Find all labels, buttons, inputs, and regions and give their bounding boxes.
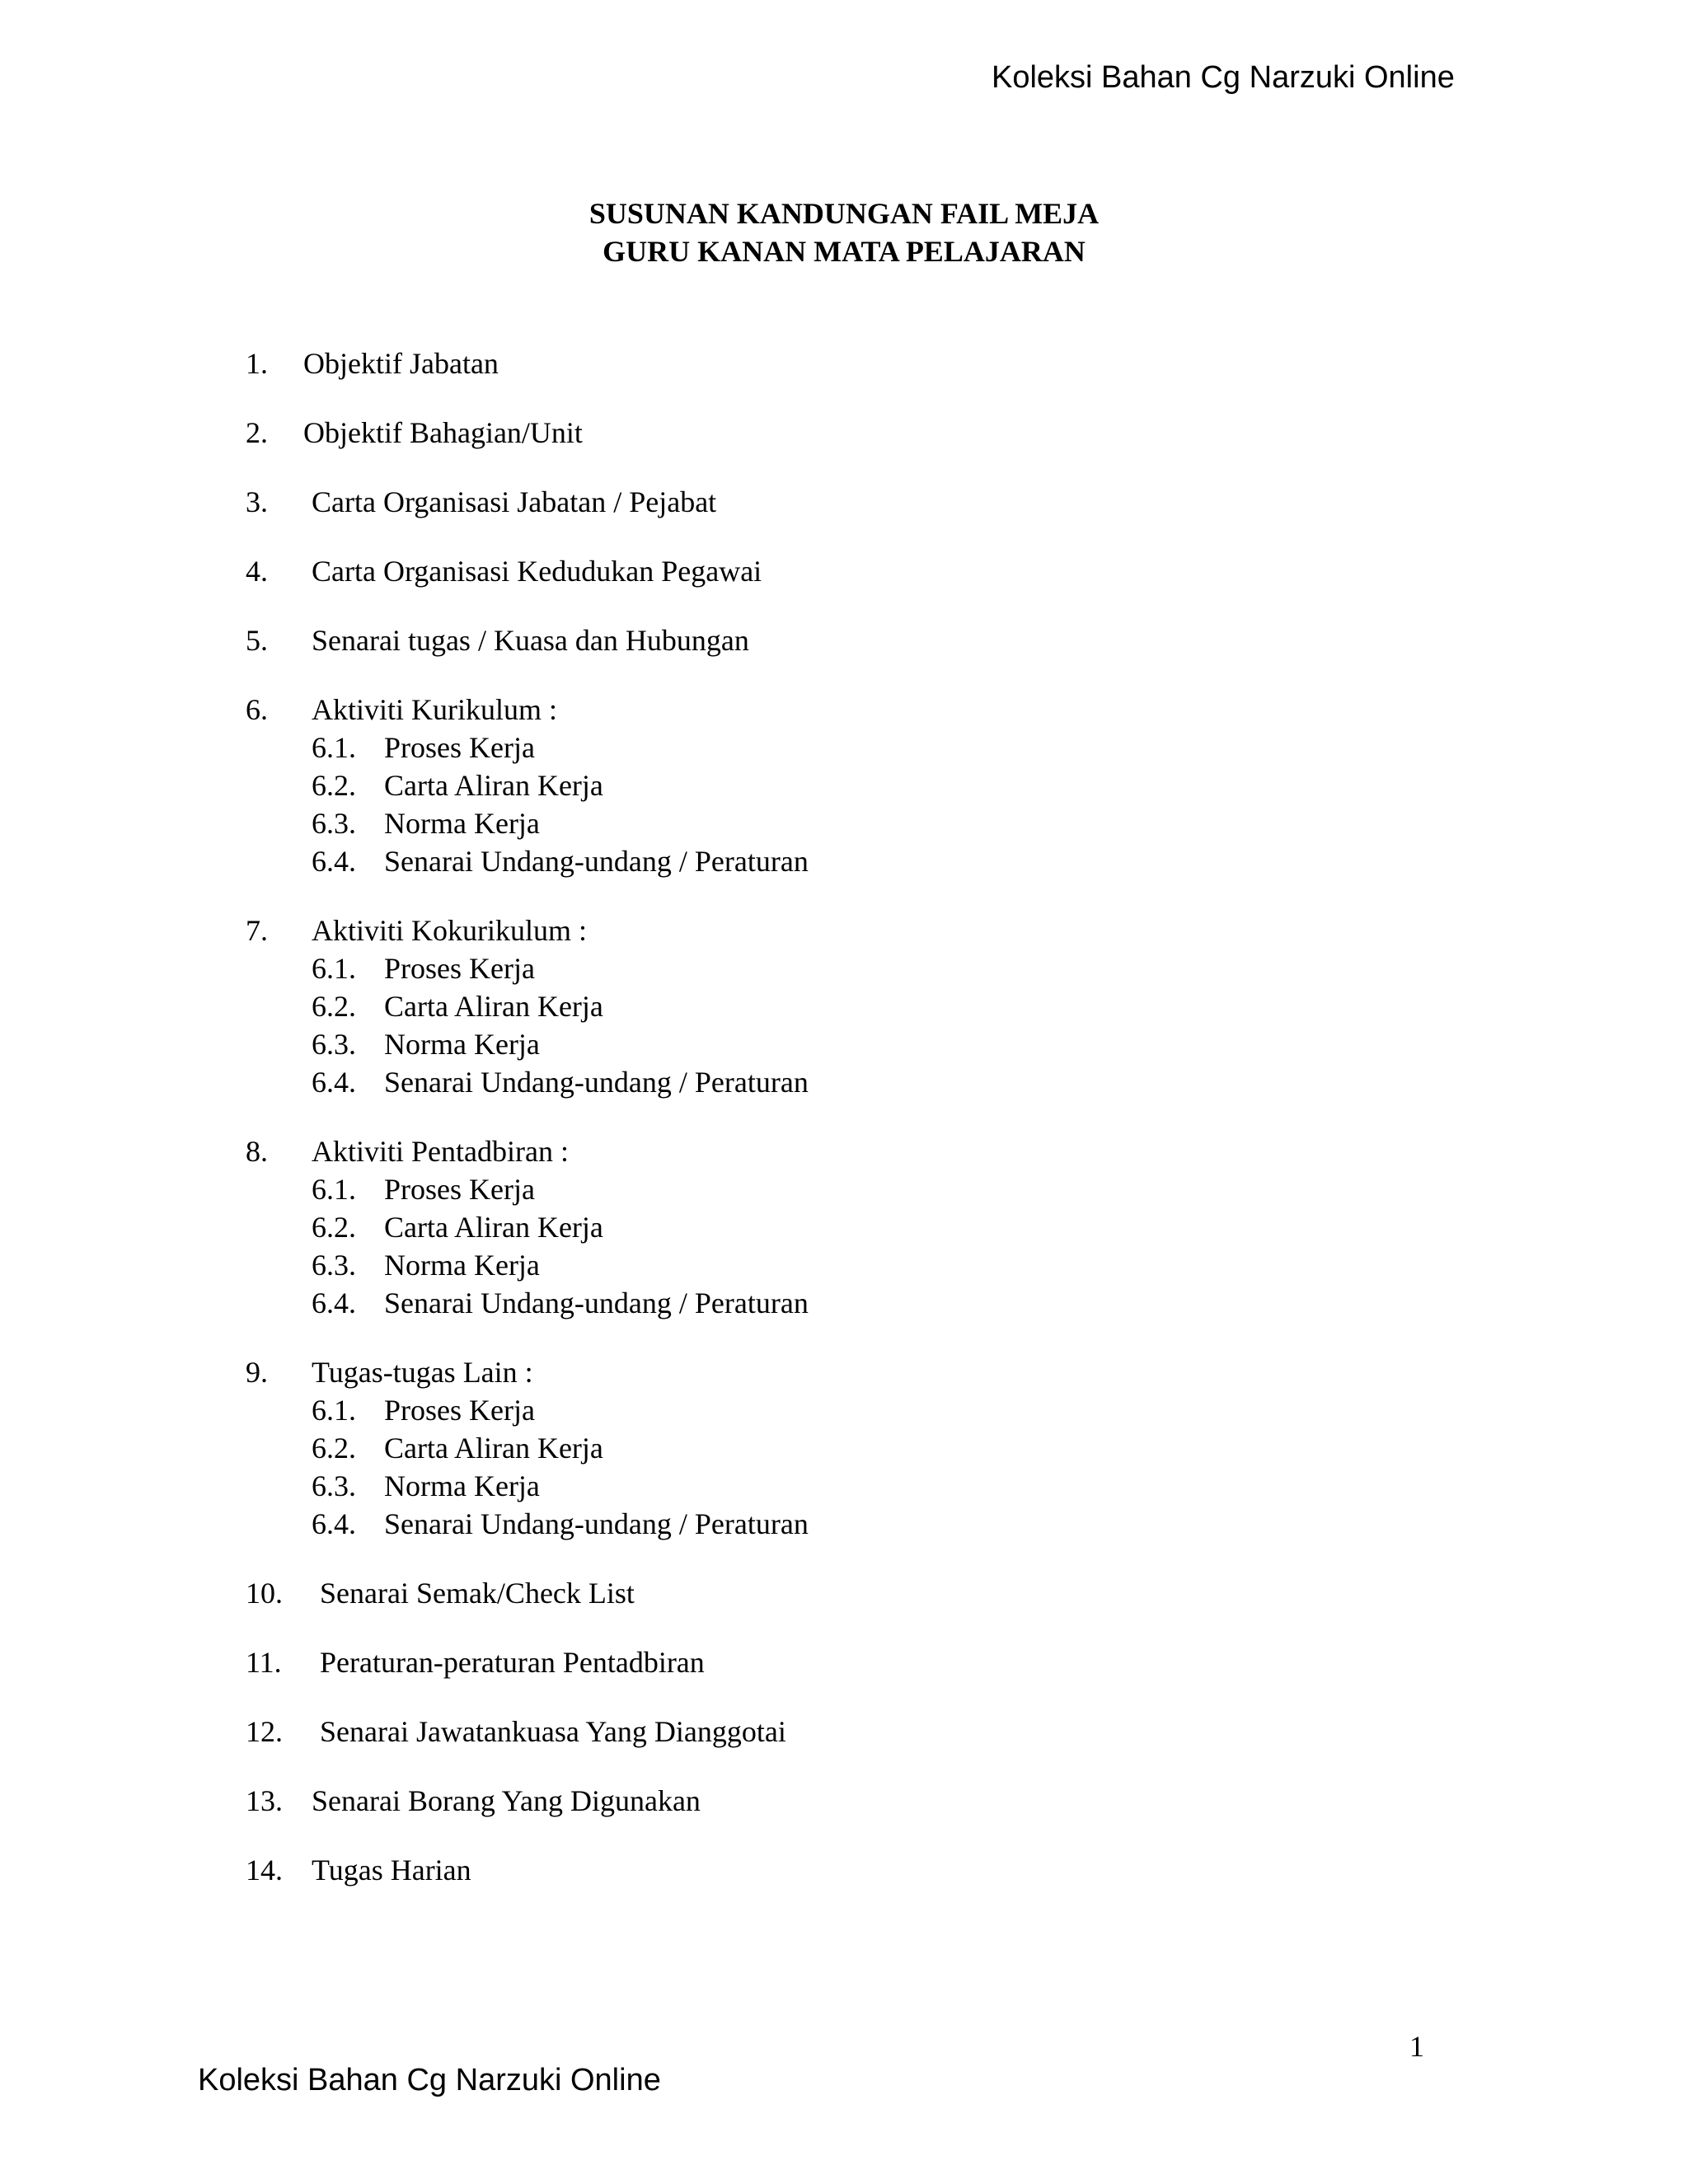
- toc-subitem: [246, 987, 809, 1025]
- toc-subitem-label: Carta Aliran Kerja: [384, 1432, 603, 1465]
- toc-item-label: Carta Organisasi Jabatan / Pejabat: [312, 485, 717, 518]
- toc-item-number: 6.: [246, 693, 268, 726]
- toc-subitem: [246, 1025, 809, 1063]
- toc-item-number: 7.: [246, 914, 268, 947]
- toc-item-number: 5.: [246, 624, 268, 657]
- toc-subitem-label: Carta Aliran Kerja: [384, 990, 603, 1023]
- toc-item-label: Tugas Harian: [312, 1854, 471, 1886]
- toc-subitem: [246, 804, 809, 842]
- toc-item-label: Senarai Borang Yang Digunakan: [312, 1784, 701, 1817]
- toc-subitem-number: 6.1.: [312, 1394, 356, 1427]
- toc-item-label: Aktiviti Pentadbiran :: [312, 1135, 569, 1168]
- toc-subitem: [246, 1429, 809, 1467]
- toc-subitem-label: Senarai Undang-undang / Peraturan: [384, 1286, 809, 1319]
- toc-subitem-number: 6.4.: [312, 1507, 356, 1540]
- toc-subitem-label: Senarai Undang-undang / Peraturan: [384, 845, 809, 878]
- toc-subitem-label: Proses Kerja: [384, 731, 535, 764]
- toc-subitem: [246, 766, 809, 804]
- page-number: 1: [1409, 2030, 1424, 2063]
- toc-subitem: [246, 1063, 809, 1101]
- toc-item-9: [246, 1353, 809, 1543]
- toc-subitem: [246, 1170, 809, 1208]
- toc-item-number: 14.: [246, 1854, 283, 1886]
- toc-subitem-number: 6.3.: [312, 1469, 356, 1502]
- toc-item-14: [246, 1851, 809, 1889]
- toc-item-5: [246, 621, 809, 659]
- toc-subitem-number: 6.2.: [312, 769, 356, 802]
- toc-subitem-number: 6.1.: [312, 1173, 356, 1206]
- toc-item-number: 12.: [246, 1715, 283, 1748]
- toc-item-number: 13.: [246, 1784, 283, 1817]
- toc-item-2: [246, 414, 809, 452]
- toc-subitem-label: Norma Kerja: [384, 1249, 540, 1282]
- toc-item-label: Senarai Semak/Check List: [320, 1577, 635, 1610]
- toc-subitem-label: Senarai Undang-undang / Peraturan: [384, 1507, 809, 1540]
- toc-subitem-label: Carta Aliran Kerja: [384, 1211, 603, 1244]
- toc-subitem: [246, 1208, 809, 1246]
- document-title: [0, 194, 1688, 270]
- toc-subitem-label: Norma Kerja: [384, 1028, 540, 1061]
- toc-subitem-number: 6.4.: [312, 1286, 356, 1319]
- toc-subitem-number: 6.2.: [312, 1432, 356, 1465]
- toc-item-number: 3.: [246, 485, 268, 518]
- toc-subitem-number: 6.2.: [312, 990, 356, 1023]
- toc-item-label: Objektif Bahagian/Unit: [303, 416, 583, 449]
- toc-item-number: 8.: [246, 1135, 268, 1168]
- toc-item-number: 9.: [246, 1356, 268, 1389]
- toc-item-12: [246, 1713, 809, 1750]
- toc-subitem: [246, 1505, 809, 1543]
- toc-item-number: 11.: [246, 1646, 282, 1679]
- toc-item-label: Senarai tugas / Kuasa dan Hubungan: [312, 624, 749, 657]
- toc-subitem-number: 6.1.: [312, 952, 356, 985]
- toc-subitem-number: 6.4.: [312, 1066, 356, 1099]
- toc-item-label: Peraturan-peraturan Pentadbiran: [320, 1646, 705, 1679]
- toc-subitem-label: Proses Kerja: [384, 1173, 535, 1206]
- toc-item-7: [246, 912, 809, 1101]
- toc-item-number: 1.: [246, 347, 268, 380]
- footer-watermark: Koleksi Bahan Cg Narzuki Online: [198, 2063, 661, 2097]
- toc-subitem-label: Norma Kerja: [384, 807, 540, 840]
- toc-item-3: [246, 483, 809, 521]
- toc-subitem-label: Senarai Undang-undang / Peraturan: [384, 1066, 809, 1099]
- toc-subitem-number: 6.3.: [312, 1249, 356, 1282]
- title-line-1: SUSUNAN KANDUNGAN FAIL MEJA: [588, 197, 1100, 230]
- toc-subitem-number: 6.2.: [312, 1211, 356, 1244]
- toc-item-4: [246, 552, 809, 590]
- toc-subitem-number: 6.1.: [312, 731, 356, 764]
- toc-item-label: Objektif Jabatan: [303, 347, 499, 380]
- toc-subitem-label: Proses Kerja: [384, 952, 535, 985]
- toc-item-label: Aktiviti Kurikulum :: [312, 693, 558, 726]
- toc-item-1: [246, 344, 809, 382]
- toc-item-label: Senarai Jawatankuasa Yang Dianggotai: [320, 1715, 786, 1748]
- header-watermark: Koleksi Bahan Cg Narzuki Online: [992, 60, 1455, 95]
- toc-subitem-label: Norma Kerja: [384, 1469, 540, 1502]
- toc-item-6: [246, 691, 809, 880]
- toc-item-number: 4.: [246, 555, 268, 588]
- toc-subitem-number: 6.4.: [312, 845, 356, 878]
- toc-subitem: [246, 1246, 809, 1284]
- toc-subitem: [246, 729, 809, 766]
- toc-item-number: 2.: [246, 416, 268, 449]
- toc-item-10: [246, 1574, 809, 1612]
- toc-item-8: [246, 1132, 809, 1322]
- toc-subitem: [246, 949, 809, 987]
- title-line-2: GURU KANAN MATA PELAJARAN: [603, 235, 1085, 268]
- toc-item-label: Tugas-tugas Lain :: [312, 1356, 533, 1389]
- toc-subitem-label: Carta Aliran Kerja: [384, 769, 603, 802]
- toc-subitem-number: 6.3.: [312, 1028, 356, 1061]
- table-of-contents: [246, 344, 809, 1920]
- toc-subitem: [246, 1467, 809, 1505]
- toc-subitem: [246, 1391, 809, 1429]
- toc-item-number: 10.: [246, 1577, 283, 1610]
- toc-subitem: [246, 1284, 809, 1322]
- toc-item-11: [246, 1643, 809, 1681]
- toc-item-label: Carta Organisasi Kedudukan Pegawai: [312, 555, 762, 588]
- toc-subitem: [246, 842, 809, 880]
- toc-subitem-number: 6.3.: [312, 807, 356, 840]
- toc-subitem-label: Proses Kerja: [384, 1394, 535, 1427]
- toc-item-13: [246, 1782, 809, 1820]
- toc-item-label: Aktiviti Kokurikulum :: [312, 914, 588, 947]
